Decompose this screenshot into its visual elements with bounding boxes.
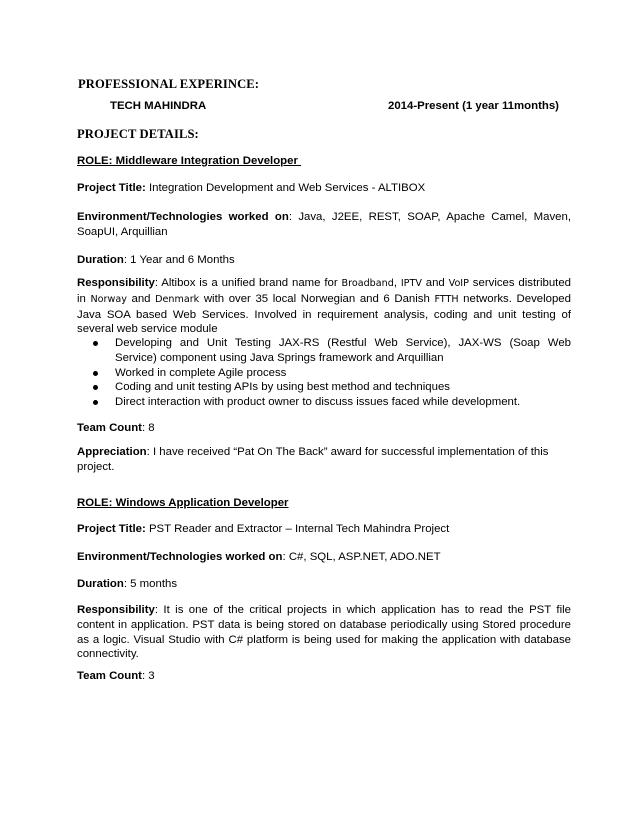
appreciation-line-2: project. [77,460,115,473]
appreciation-line-1: Appreciation: I have received “Pat On The Back” award for successful implementation of this [77,446,549,458]
project-details-heading: PROJECT DETAILS: [77,127,199,141]
responsibility-label: Responsibility [77,604,155,616]
employer-name: TECH MAHINDRA [110,100,207,112]
responsibility-line-3: Java SOA based Web Services. Involved in requirement analysis, coding and unit testing of [77,308,571,321]
role-heading-2: ROLE: Windows Application Developer [77,497,289,509]
environment-value: : C#, SQL, ASP.NET, ADO.NET [282,551,441,563]
professional-experience-heading: PROFESSIONAL EXPERINCE: [78,77,260,91]
environment-1 [77,210,571,240]
team-count-2 [77,669,571,684]
duration-label: Duration [77,578,124,590]
environment-2 [77,550,571,565]
bullet-item: Worked in complete Agile process [91,366,571,381]
duration-label: Duration [77,254,124,266]
responsibility-line-1: Responsibility: It is one of the critical projects in which application has to read the PST file [77,604,571,616]
team-count-value: : 8 [141,422,155,434]
responsibility-line-4: several web service module [77,323,218,336]
project-title-value: PST Reader and Extractor – Internal Tech Mahindra Project [145,523,450,535]
duration-2 [77,577,571,592]
environment-line-2: SoapUI, Arquillian [77,225,168,238]
environment-line-1: Environment/Technologies worked on: Java, J2EE, REST, SOAP, Apache Camel, Maven, [77,211,572,223]
environment-label: Environment/Technologies worked on [77,211,289,223]
employment-period: 2014-Present (1 year 11months) [388,100,559,112]
responsibility-2 [77,603,571,662]
bullet-item: Direct interaction with product owner to discuss issues faced while development. [91,395,571,410]
team-count-label: Team Count [77,422,142,434]
appreciation-1 [77,445,571,475]
project-title-value: Integration Development and Web Services - ALTIBOX [145,182,426,194]
responsibility-line-3: as a logic. Visual Studio with C# platform is being used for making the application with database [77,633,571,646]
bullet-item: Developing and Unit Testing JAX-RS (Restful Web Service), JAX-WS (Soap Web Service) component using Java Springs framework and Arquillian [91,336,571,366]
appreciation-label: Appreciation [77,446,147,458]
project-title-1 [77,181,571,196]
duration-1 [77,253,571,268]
duration-value: : 5 months [123,578,178,590]
bullet-item: Coding and unit testing APIs by using best method and techniques [91,380,571,395]
environment-label: Environment/Technologies worked on [77,551,283,563]
responsibility-label: Responsibility [77,277,155,289]
responsibility-line-4: connectivity. [77,648,139,661]
project-title-label: Project Title: [77,523,146,535]
project-title-label: Project Title: [77,182,146,194]
duration-value: : 1 Year and 6 Months [123,254,235,266]
team-count-value: : 3 [141,670,155,682]
project-title-2 [77,522,571,537]
responsibility-bullets [91,336,571,410]
responsibility-line-2: in Norway and Denmark with over 35 local Norwegian and 6 Danish FTTH networks. Developed [77,292,571,305]
role-heading-1: ROLE: Middleware Integration Developer [77,155,302,167]
responsibility-1 [77,276,571,337]
team-count-1 [77,421,571,436]
responsibility-line-1: Responsibility: Altibox is a unified brand name for Broadband, IPTV and VoIP services distributed [77,277,571,289]
team-count-label: Team Count [77,670,142,682]
responsibility-line-2: content in application. PST data is being stored on database periodically using Stored procedure [77,618,571,631]
